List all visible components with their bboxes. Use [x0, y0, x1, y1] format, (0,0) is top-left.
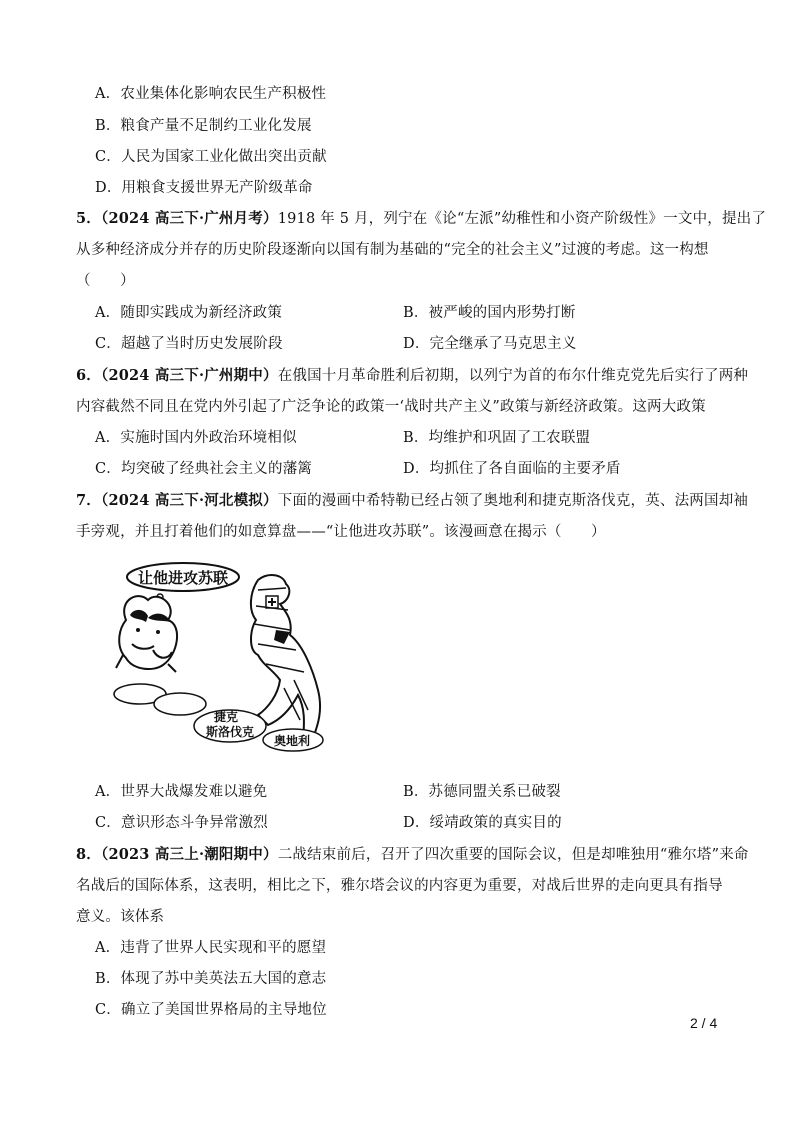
q6-option-a: A．实施时国内外政治环境相似: [95, 430, 297, 446]
q6-source: 6．（2024 高三下·广州期中）: [76, 367, 278, 384]
q7-option-c: C．意识形态斗争异常激烈: [95, 815, 268, 831]
q8-option-b: B．体现了苏中美英法五大国的意志: [95, 971, 327, 987]
q5-option-b: B．被严峻的国内形势打断: [403, 305, 576, 321]
q7-option-a: A．世界大战爆发难以避免: [95, 784, 268, 800]
q7-option-b: B．苏德同盟关系已破裂: [403, 784, 561, 800]
q5-stem-line3: （ ）: [76, 273, 135, 289]
q6-stem-line1: [76, 364, 748, 385]
czech-label-line2: 斯洛伐克: [205, 725, 255, 739]
q6-stem-line2: 内容截然不同且在党内外引起了广泛争论的政策一‘战时共产主义”政策与新经济政策。这两大政策: [76, 399, 706, 415]
q6-stem-text: 在俄国十月革命胜利后初期，以列宁为首的布尔什维克党先后实行了两种: [277, 368, 749, 384]
q5-stem-text: 1918 年 5 月，列宁在《论“左派”幼稚性和小资产阶级性》一文中，提出了: [277, 211, 767, 227]
q5-option-d: D．完全继承了马克思主义: [403, 336, 577, 352]
q5-option-c: C．超越了当时历史发展阶段: [95, 336, 283, 352]
q4-option-c: C．人民为国家工业化做出突出贡献: [95, 149, 327, 165]
q7-source: 7．（2024 高三下·河北模拟）: [76, 492, 278, 509]
q8-option-a: A．违背了世界人民实现和平的愿望: [95, 940, 327, 956]
q6-option-b: B．均维护和巩固了工农联盟: [403, 430, 591, 446]
q8-option-c: C．确立了美国世界格局的主导地位: [95, 1002, 327, 1018]
statesmen-figures: [116, 596, 177, 672]
page-number: 2 / 4: [690, 1015, 718, 1031]
q6-option-c: C．均突破了经典社会主义的藩篱: [95, 461, 313, 477]
q4-option-a: A．农业集体化影响农民生产积极性: [95, 86, 327, 102]
speech-text: 让他进攻苏联: [137, 569, 229, 587]
q8-stem-text: 二战结束前后，召开了四次重要的国际会议，但是却唯独用“雅尔塔”来命: [277, 847, 749, 863]
hitler-figure: [251, 575, 320, 742]
q7-option-d: D．绥靖政策的真实目的: [403, 815, 562, 831]
q5-source: 5．（2024 高三下·广州月考）: [76, 210, 278, 227]
q8-stem-line2: 名战后的国际体系，这表明，相比之下，雅尔塔会议的内容更为重要，对战后世界的走向更具有指导: [76, 878, 723, 894]
q8-source: 8．（2023 高三上·潮阳期中）: [76, 846, 278, 863]
q8-stem-line1: [76, 843, 749, 864]
q8-stem-line3: 意义。该体系: [76, 909, 165, 925]
austria-label: 奥地利: [273, 734, 311, 748]
appeasement-cartoon: [108, 560, 333, 752]
q7-stem-line1: [76, 489, 748, 510]
q4-option-d: D．用粮食支援世界无产阶级革命: [95, 180, 313, 196]
q7-stem-line2: 手旁观，并且打着他们的如意算盘——“让他进攻苏联”。该漫画意在揭示（ ）: [76, 524, 606, 540]
q7-stem-text: 下面的漫画中希特勒已经占领了奥地利和捷克斯洛伐克，英、法两国却袖: [277, 493, 749, 509]
q5-option-a: A．随即实践成为新经济政策: [95, 305, 283, 321]
q6-option-d: D．均抓住了各自面临的主要矛盾: [403, 461, 621, 477]
czech-label-line1: 捷克: [213, 710, 239, 724]
q5-stem-line1: [76, 207, 766, 228]
q4-option-b: B．粮食产量不足制约工业化发展: [95, 118, 312, 134]
map-oval: [154, 693, 206, 715]
q5-stem-line2: 从多种经济成分并存的历史阶段逐渐向以国有制为基础的“完全的社会主义”过渡的考虑。这一构想: [76, 242, 709, 258]
